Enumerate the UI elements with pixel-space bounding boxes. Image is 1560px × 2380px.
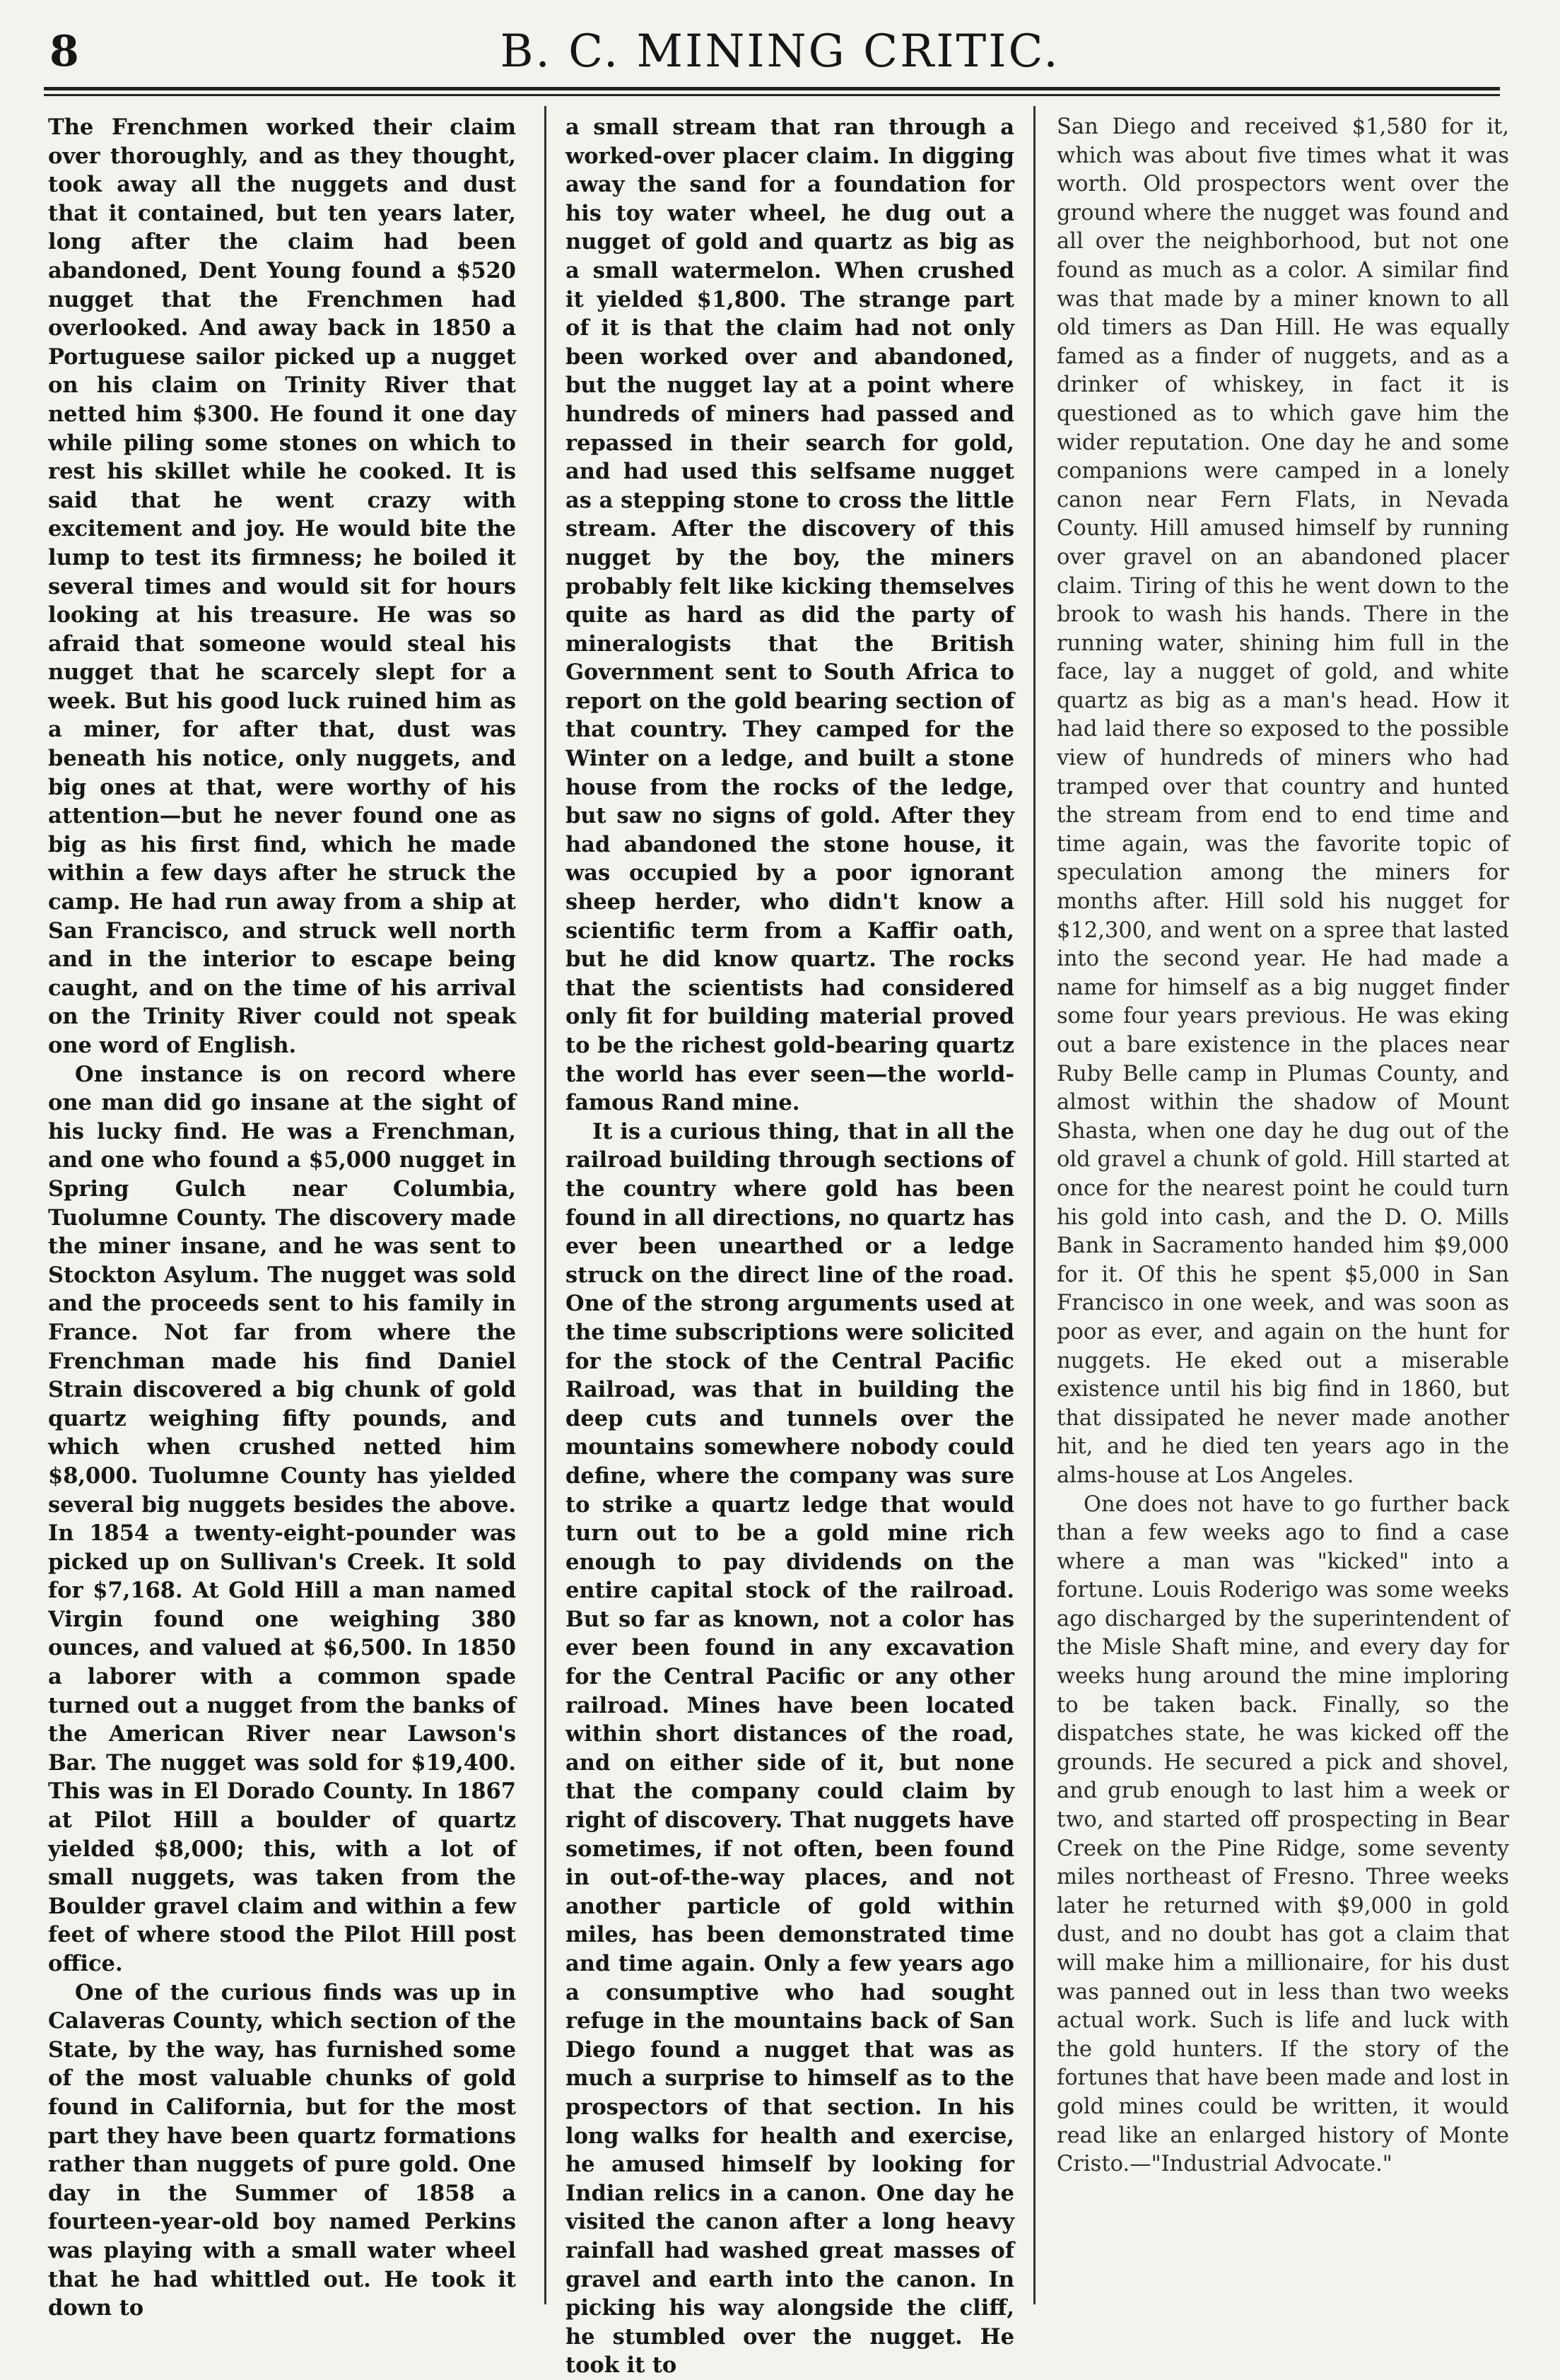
paragraph: One does not have to go further back than a few weeks ago to find a case where a man was "kicked" into a fortune. Louis Roderigo was some weeks ago discharged by the superintendent of the Misle Shaft mine, and every day for weeks hung around the mine imploring to be taken back. Finally, so the dispatches state, he was kicked off the grounds. He secured a pick and shovel, and grub enough to last him a week or two, and started off prospecting in Bear Creek on the Pine Ridge, some seventy miles northeast of Fresno. Three weeks later he returned with $9,000 in gold dust, and no doubt has got a claim that will make him a millionaire, for his dust was panned out in less than two weeks actual work. Such is life and luck with the gold hunters. If the story of the fortunes that have been made and lost in gold mines could be written, it would read like an enlarged history of Monte Cristo.—"Industrial Advocate." [1057,1491,1509,2177]
paragraph: One instance is on record where one man did go insane at the sight of his lucky find. He was a Frenchman, and one who found a $5,000 nugget in Spring Gulch near Columbia, Tuolumne County. The discovery made the miner insane, and he was sent to Stockton Asylum. The nugget was sold and the proceeds sent to his family in France. Not far from where the Frenchman made his find Daniel Strain discovered a big chunk of gold quartz weighing fifty pounds, and which when crushed netted him $8,000. Tuolumne County has yielded several big nuggets besides the above. In 1854 a twenty-eight-pounder was picked up on Sullivan's Creek. It sold for $7,168. At Gold Hill a man named Virgin found one weighing 380 ounces, and valued at $6,500. In 1850 a laborer with a common spade turned out a nugget from the banks of the American River near Lawson's Bar. The nugget was sold for $19,400. This was in El Dorado County. In 1867 at Pilot Hill a boulder of quartz yielded $8,000; this, with a lot of small nuggets, was taken from the Boulder gravel claim and within a few feet of where stood the Pilot Hill post office. [48,1061,516,1976]
article-column-2 [565,113,1014,2379]
column-divider [544,106,546,2304]
masthead-title: B. C. MINING CRITIC. [500,25,1060,78]
paragraph: San Diego and received $1,580 for it, which was about five times what it was worth. Old prospectors went over the ground where the nugget was found and all over the neighborhood, but not one found as much as a color. A similar find was that made by a miner known to all old timers as Dan Hill. He was equally famed as a finder of nuggets, and as a drinker of whiskey, in fact it is questioned as to which gave him the wider reputation. One day he and some companions were camped in a lonely canon near Fern Flats, in Nevada County. Hill amused himself by running over gravel on an abandoned placer claim. Tiring of this he went down to the brook to wash his hands. There in the running water, shining him full in the face, lay a nugget of gold, and white quartz as big as a man's head. How it had laid there so exposed to the possible view of hundreds of miners who had tramped over that country and hunted the stream from end to end time and time again, was the favorite topic of speculation among the miners for months after. Hill sold his nugget for $12,300, and went on a spree that lasted into the second year. He had made a name for himself as a big nugget finder some four years previous. He was eking out a bare existence in the places near Ruby Belle camp in Plumas County, and almost within the shadow of Mount Shasta, when one day he dug out of the old gravel a chunk of gold. Hill started at once for the nearest point he could turn his gold into cash, and the D. O. Mills Bank in Sacramento handed him $9,000 for it. Of this he spent $5,000 in San Francisco in one week, and was soon as poor as ever, and again on the hunt for nuggets. He eked out a miserable existence until his big find in 1860, but that dissipated he never made another hit, and he died ten years ago in the alms-house at Los Angeles. [1057,115,1509,1488]
paragraph: One of the curious finds was up in Calaveras County, which section of the State, by the way, has furnished some of the most valuable chunks of gold found in California, but for the most part they have been quartz formations rather than nuggets of pure gold. One day in the Summer of 1858 a fourteen-year-old boy named Perkins was playing with a small water wheel that he had whittled out. He took it down to [48,1979,516,2321]
paragraph: The Frenchmen worked their claim over thoroughly, and as they thought, took away all the nuggets and dust that it contained, but ten years later, long after the claim had been abandoned, Dent Young found a $520 nugget that the Frenchmen had overlooked. And away back in 1850 a Portuguese sailor picked up a nugget on his claim on Trinity River that netted him $300. He found it one day while piling some stones on which to rest his skillet while he cooked. It is said that he went crazy with excitement and joy. He would bite the lump to test its firmness; he boiled it several times and would sit for hours looking at his treasure. He was so afraid that someone would steal his nugget that he scarcely slept for a week. But his good luck ruined him as a miner, for after that, dust was beneath his notice, only nuggets, and big ones at that, were worthy of his attention—but he never found one as big as his first find, which he made within a few days after he struck the camp. He had run away from a ship at San Francisco, and struck well north and in the interior to escape being caught, and on the time of his arrival on the Trinity River could not speak one word of English. [48,115,516,1058]
column-divider [1033,106,1036,2304]
paragraph: It is a curious thing, that in all the railroad building through sections of the country where gold has been found in all directions, no quartz has ever been unearthed or a ledge struck on the direct line of the road. One of the strong arguments used at the time subscriptions were solicited for the stock of the Central Pacific Railroad, was that in building the deep cuts and tunnels over the mountains somewhere nobody could define, where the company was sure to strike a quartz ledge that would turn out to be a gold mine rich enough to pay dividends on the entire capital stock of the railroad. But so far as known, not a color has ever been found in any excavation for the Central Pacific or any other railroad. Mines have been located within short distances of the road, and on either side of it, but none that the company could claim by right of discovery. That nuggets have sometimes, if not often, been found in out-of-the-way places, and not another particle of gold within miles, has been demonstrated time and time again. Only a few years ago a consumptive who had sought refuge in the mountains back of San Diego found a nugget that was as much a surprise to himself as to the prospectors of that section. In his long walks for health and exercise, he amused himself by looking for Indian relics in a canon. One day he visited the canon after a long heavy rainfall had washed great masses of gravel and earth into the canon. In picking his way alongside the cliff, he stumbled over the nugget. He took it to [565,1118,1014,2379]
header-rule-thin [44,94,1500,96]
article-column-3 [1057,113,1509,2290]
paragraph: a small stream that ran through a worked-over placer claim. In digging away the sand for a foundation for his toy water wheel, he dug out a nugget of gold and quartz as big as a small watermelon. When crushed it yielded $1,800. The strange part of it is that the claim had not only been worked over and abandoned, but the nugget lay at a point where hundreds of miners had passed and repassed in their search for gold, and had used this selfsame nugget as a stepping stone to cross the little stream. After the discovery of this nugget by the boy, the miners probably felt like kicking themselves quite as hard as did the party of mineralogists that the British Government sent to South Africa to report on the gold bearing section of that country. They camped for the Winter on a ledge, and built a stone house from the rocks of the ledge, but saw no signs of gold. After they had abandoned the stone house, it was occupied by a poor ignorant sheep herder, who didn't know a scientific term from a Kaffir oath, but he did know quartz. The rocks that the scientists had considered only fit for building material proved to be the richest gold-bearing quartz the world has ever seen—the world-famous Rand mine. [565,115,1014,1116]
page-number: 8 [49,27,79,76]
header-rule [44,87,1500,90]
article-column-1 [48,113,516,2321]
